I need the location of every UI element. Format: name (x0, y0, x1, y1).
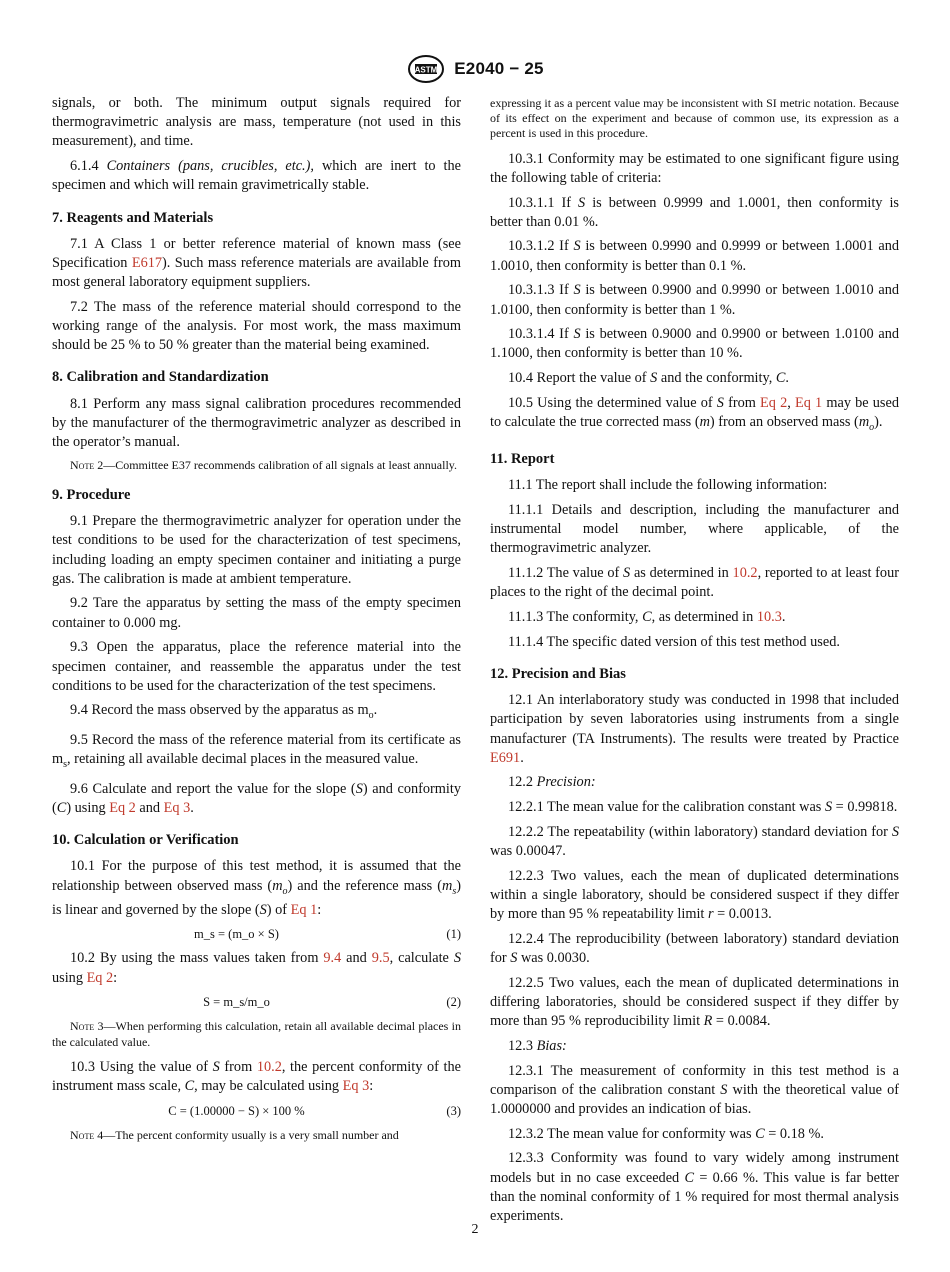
paragraph-12-2-3: 12.2.3 Two values, each the mean of duplicated determinations within a single laboratory, should be considered suspect if they differ by more than 95 % repeatability limit r = 0.0013. (490, 867, 899, 923)
equation-3-expression: C = (1.00000 − S) × 100 % (168, 1103, 305, 1118)
paragraph-9-5: 9.5 Record the mass of the reference material from its certificate as $m_s$, retaining all available decimal places in the measured value. (52, 732, 461, 771)
document-number: E2040 − 25 (454, 59, 544, 78)
paragraph-6-1-4: 6.1.4 Containers (pans, crucibles, etc.), which are inert to the specimen and which will remain gravimetrically stable. (52, 158, 462, 194)
paragraph-12-3-3: 12.3.3 Conformity was found to vary widely among instrument models but in no case exceeded C = 0.66 %. This value is far better than the nominal conformity of 1 % required for most thermal analysis experiments. (490, 1150, 899, 1225)
left-column (52, 94, 461, 1151)
ref-e691-link[interactable]: E691 (490, 749, 521, 766)
ref-eq2-link[interactable]: Eq 2 (109, 800, 136, 817)
note-3: Note 3—When performing this calculation, retain all available decimal places in the calculated value. (52, 1019, 461, 1049)
paragraph-11-1-2: 11.1.2 The value of S as determined in 10.2, reported to at least four places to the right of the decimal point. (490, 565, 899, 601)
ref-10-2-link[interactable]: 10.2 (256, 1058, 282, 1075)
paragraph-12-3: 12.3 Bias: (508, 1037, 567, 1054)
paragraph-10-3-1: 10.3.1 Conformity may be estimated to one significant figure using the following table of criteria: (490, 150, 899, 186)
paragraph-12-3-1: 12.3.1 The measurement of conformity in this test method is a comparison of the calibration constant S with the theoretical value of 1.0000000 and provides an indication of bias. (490, 1062, 899, 1117)
ref-9-4-link[interactable]: 9.4 (323, 950, 342, 967)
ref-10-3-link[interactable]: 10.3 (756, 609, 782, 626)
page-number: 2 (471, 1222, 479, 1237)
paragraph-9-2: 9.2 Tare the apparatus by setting the mass of the empty specimen container to 0.000 mg. (52, 595, 461, 631)
paragraph-10-5: 10.5 Using the determined value of S from Eq 2, Eq 1 may be used to calculate the true corrected mass (m) from an observed mass $(m_o)$. (490, 394, 899, 433)
section-12-heading: 12. Precision and Bias (490, 665, 626, 682)
ref-eq2-link[interactable]: Eq 2 (86, 969, 114, 986)
ref-e617-link[interactable]: E617 (131, 254, 163, 271)
paragraph-12-2: 12.2 Precision: (508, 774, 596, 791)
ref-eq1-link[interactable]: Eq 1 (290, 901, 318, 918)
paragraph-10-3-1-3: 10.3.1.3 If S is between 0.9900 and 0.9990 or between 1.0010 and 1.0100, then conformity is better than 1 %. (490, 282, 900, 318)
paragraph-9-4: 9.4 Record the mass observed by the apparatus as $m_o$. (70, 702, 378, 722)
paragraph-12-1: 12.1 An interlaboratory study was conducted in 1998 that included participation by seven laboratories using instruments from a single manufacturer (TA Instruments). The results were treated by Practice E691. (490, 692, 899, 766)
paragraph-10-2: 10.2 By using the mass values taken from 9.4 and 9.5, calculate S using Eq 2: (52, 950, 461, 986)
equation-1-number: (1) (446, 927, 461, 942)
section-11-heading: 11. Report (490, 451, 555, 468)
paragraph-10-3-1-1: 10.3.1.1 If S is between 0.9999 and 1.0001, then conformity is better than 0.01 %. (490, 194, 899, 230)
paragraph-6-1-3-cont: signals, or both. The minimum output signals required for thermogravimetric analysis are mass, temperature (not used in this measurement), and time. (52, 95, 461, 150)
paragraph-10-3: 10.3 Using the value of S from 10.2, the percent conformity of the instrument mass scale, C, may be calculated using Eq 3: (52, 1058, 461, 1094)
equation-2 (52, 993, 461, 1017)
equation-2-expression: S = m_s/m_o (203, 995, 270, 1010)
paragraph-12-2-1: 12.2.1 The mean value for the calibration constant was S = 0.99818. (508, 799, 898, 816)
equation-1-expression: m_s = (m_o × S) (194, 927, 279, 942)
ref-eq1-link[interactable]: Eq 1 (794, 394, 823, 411)
paragraph-12-2-4: 12.2.4 The reproducibility (between laboratory) standard deviation for S was 0.0030. (490, 930, 899, 967)
equation-3 (52, 1102, 461, 1126)
paragraph-9-3: 9.3 Open the apparatus, place the reference material into the specimen container, and reassemble the apparatus under the test conditions to be used for the characterization of the test specimens. (52, 639, 461, 694)
section-9-heading: 9. Procedure (52, 486, 131, 503)
paragraph-11-1-3: 11.1.3 The conformity, C, as determined in 10.3. (508, 609, 786, 626)
equation-3-number: (3) (446, 1103, 461, 1118)
note-2: Note 2—Committee E37 recommends calibration of all signals at least annually. (70, 457, 458, 472)
note-4-continued: expressing it as a percent value may be inconsistent with SI metric notation. Because of its effect on the experiment and because of common use, its expression as a percent is used in this procedure. (490, 96, 899, 141)
paragraph-9-6: 9.6 Calculate and report the value for the slope (S) and conformity (C) using Eq 2 and Eq 3. (52, 780, 462, 817)
paragraph-10-1: 10.1 For the purpose of this test method, it is assumed that the relationship between observed mass $(m_o)$ and the reference mass $(m_s)$ is linear and governed by the slope (S) of Eq 1: (52, 858, 462, 918)
paragraph-10-4: 10.4 Report the value of S and the conformity, C. (508, 370, 789, 387)
paragraph-12-2-5: 12.2.5 Two values, each the mean of duplicated determinations in differing laboratories, should be considered suspect if they differ by more than 95 % reproducibility limit R = 0.0084. (490, 974, 899, 1030)
note-4: Note 4—The percent conformity usually is a very small number and (70, 1127, 399, 1142)
astm-logo-icon (406, 54, 446, 84)
page-header (0, 54, 950, 84)
paragraph-11-1: 11.1 The report shall include the following information: (508, 477, 828, 494)
ref-10-2-link[interactable]: 10.2 (732, 565, 758, 582)
ref-eq2-link[interactable]: Eq 2 (760, 394, 788, 411)
paragraph-11-1-1: 11.1.1 Details and description, including the manufacturer and instrumental model number, where applicable, of the thermogravimetric analyzer. (490, 502, 899, 557)
paragraph-11-1-4: 11.1.4 The specific dated version of this test method used. (508, 633, 840, 650)
equation-1 (52, 925, 461, 949)
paragraph-10-3-1-4: 10.3.1.4 If S is between 0.9000 and 0.9900 or between 1.0100 and 1.1000, then conformity is better than 10 %. (490, 326, 900, 362)
ref-eq3-link[interactable]: Eq 3 (163, 800, 191, 817)
section-7-heading: 7. Reagents and Materials (52, 209, 214, 226)
equation-2-number: (2) (446, 995, 461, 1010)
paragraph-8-1: 8.1 Perform any mass signal calibration procedures recommended by the manufacturer of the thermogravimetric analyzer as described in the operator’s manual. (52, 395, 461, 451)
paragraph-12-2-2: 12.2.2 The repeatability (within laboratory) standard deviation for S was 0.00047. (490, 823, 899, 860)
ref-eq3-link[interactable]: Eq 3 (342, 1077, 370, 1094)
svg-text:ASTM: ASTM (414, 65, 438, 75)
paragraph-7-2: 7.2 The mass of the reference material should correspond to the working range of the analysis. For most work, the mass maximum should be 25 % to 50 % greater than the material being examined. (52, 298, 461, 354)
section-8-heading: 8. Calibration and Standardization (52, 369, 269, 386)
paragraph-10-3-1-2: 10.3.1.2 If S is between 0.9990 and 0.9999 or between 1.0001 and 1.0010, then conformity is better than 0.1 %. (490, 238, 900, 274)
ref-9-5-link[interactable]: 9.5 (371, 950, 390, 967)
paragraph-12-3-2: 12.3.2 The mean value for conformity was C = 0.18 %. (508, 1125, 824, 1142)
right-column (490, 94, 899, 1232)
paragraph-7-1: 7.1 A Class 1 or better reference material of known mass (see Specification E617). Such mass reference materials are available from most general laboratory equipment suppliers. (52, 235, 461, 291)
paragraph-9-1: 9.1 Prepare the thermogravimetric analyzer for operation under the test conditions to be used for the characterization of test specimens, including loading an empty specimen container and initiating a purge gas. The calibration is made at ambient temperature. (52, 513, 461, 587)
section-10-heading: 10. Calculation or Verification (52, 832, 239, 849)
